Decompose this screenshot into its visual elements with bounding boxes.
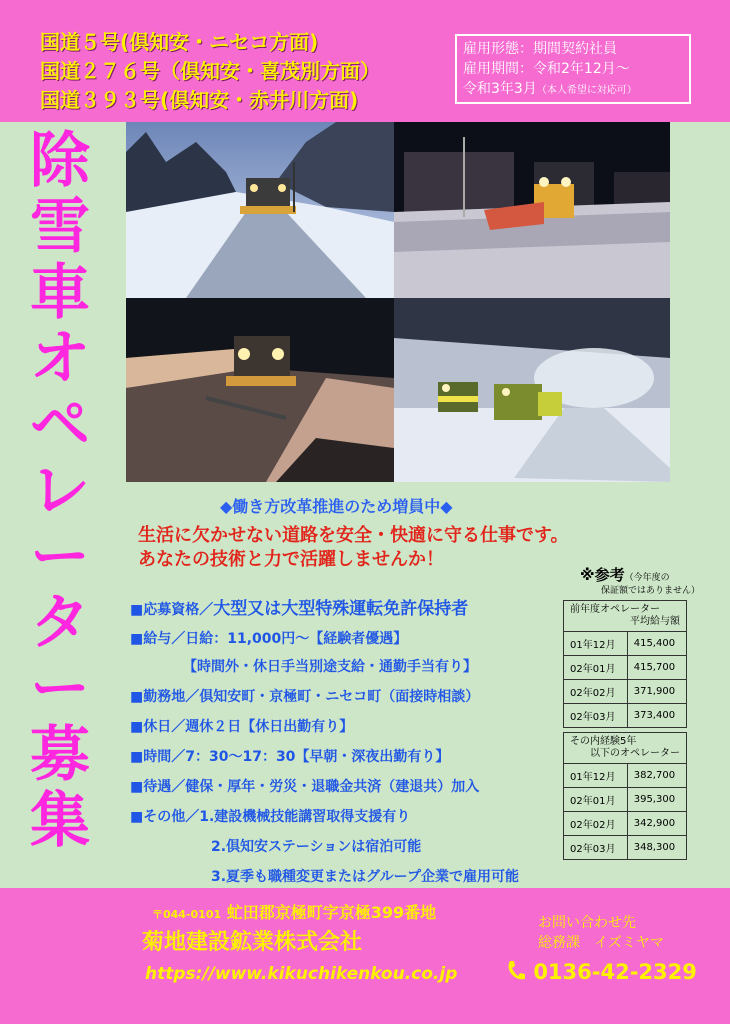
req-location [130,686,479,706]
photo-snowplow-town-night [394,122,670,298]
title-char: 募 [30,720,90,790]
cell-amount: 415,400 [627,632,686,656]
postal-code: 〒044-0101 [152,908,222,921]
phone-text: 0136-42-2329 [533,960,697,984]
req-label: ■時間／ [130,749,186,765]
cell-amount: 342,900 [627,812,686,836]
req-hours [130,746,449,766]
route-list [40,28,380,115]
req-label: ■給与／ [130,631,186,647]
cell-amount: 395,300 [627,788,686,812]
address-text: 虻田郡京極町字京極399番地 [226,903,437,922]
table-row [564,812,687,836]
reference-table-junior [563,732,687,860]
employment-period: 雇用期間：令和2年12月～ [463,61,630,77]
req-other-3 [211,866,519,886]
title-char: 集 [30,786,90,856]
table-header-line: 以下のオペレーター [590,748,680,759]
table-header-line: 平均給与額 [630,616,680,627]
cell-month: 01年12月 [564,764,628,788]
title-char: 除 [30,126,90,196]
req-holidays [130,716,353,736]
contact-person: 総務課 イズミヤマ [538,935,664,951]
req-label: ■休日／ [130,719,186,735]
phone-number[interactable] [506,960,697,984]
req-value: 大型又は大型特殊運転免許保持者 [213,599,469,619]
reference-heading [580,564,670,585]
reference-heading-text: ※参考 [580,566,625,584]
phone-icon [506,960,526,982]
cell-month: 02年03月 [564,836,628,860]
table-row [564,764,687,788]
reference-heading-note: （今年度の [624,573,670,583]
table-row [564,680,687,704]
req-value: 日給：11,000円～【経験者優遇】 [185,631,408,647]
cell-amount: 371,900 [627,680,686,704]
employment-info-box [455,34,691,104]
cell-month: 02年01月 [564,788,628,812]
cell-month: 02年02月 [564,680,628,704]
req-label: ■待遇／ [130,779,186,795]
table-header-line: その内経験5年 [570,736,637,747]
req-other-2 [211,836,421,856]
req-qualification [130,594,468,619]
vertical-title [20,128,100,854]
table-row [564,704,687,728]
employment-period-note: （本人希望に対応可） [536,85,637,96]
photo-snowplow-dusk [126,122,394,298]
table-row [564,788,687,812]
table-row [564,836,687,860]
title-char: ー [30,522,90,592]
title-char: オ [30,324,90,394]
cell-amount: 348,300 [627,836,686,860]
cell-amount: 373,400 [627,704,686,728]
table-header [564,733,687,764]
req-value: 2.倶知安ステーションは宿泊可能 [211,839,422,855]
company-name: 菊地建設鉱業株式会社 [142,930,363,955]
route-3: 国道３９３号(倶知安・赤井川方面) [40,88,359,112]
req-label: ■その他／ [130,809,200,825]
cell-month: 01年12月 [564,632,628,656]
table-header [564,601,687,632]
req-value: 3.夏季も職種変更またはグループ企業で雇用可能 [211,869,519,885]
table-header-line: 前年度オペレーター [570,604,660,615]
contact-info [538,913,664,953]
req-value: 1.建設機械技能講習取得支援有り [199,809,411,825]
table-row [564,632,687,656]
company-address [152,900,436,923]
photo-snowplow-night-road [126,298,394,482]
cell-amount: 415,700 [627,656,686,680]
company-url-link[interactable]: https://www.kikuchikenkou.co.jp [145,964,458,984]
req-value: 週休２日【休日出勤有り】 [185,719,354,735]
title-char: 雪 [30,192,90,262]
cell-month: 02年03月 [564,704,628,728]
cell-month: 02年01月 [564,656,628,680]
route-2: 国道２７６号（倶知安・喜茂別方面） [40,59,380,83]
req-salary [130,628,407,648]
route-1: 国道５号(倶知安・ニセコ方面) [40,30,319,54]
req-other [130,806,410,826]
title-char: 車 [30,258,90,328]
title-char: タ [30,588,90,658]
req-value: 7：30～17：30【早朝・深夜出勤有り】 [185,749,450,765]
employment-type: 雇用形態：期間契約社員 [463,41,617,57]
req-label: ■応募資格／ [130,602,214,618]
contact-label: お問い合わせ先 [538,915,636,931]
reference-table-average [563,600,687,728]
req-value: 倶知安町・京極町・ニセコ町（面接時相談） [199,689,480,705]
cell-month: 02年02月 [564,812,628,836]
photo-rotary-snowblower [394,298,670,482]
req-salary-note [183,656,477,676]
title-char: ー [30,654,90,724]
table-row [564,656,687,680]
lead-headline: ◆働き方改革推進のため増員中◆ [220,497,453,516]
employment-period-end: 令和3年3月 [463,81,537,97]
title-char: レ [30,456,90,526]
lead-line-1: 生活に欠かせない道路を安全・快適に守る仕事です。 [138,525,569,546]
req-label: ■勤務地／ [130,689,200,705]
cell-amount: 382,700 [627,764,686,788]
title-char: ペ [30,390,90,460]
req-benefits [130,776,479,796]
req-value: 【時間外・休日手当別途支給・通勤手当有り】 [183,659,477,675]
reference-note: 保証額ではありません） [601,586,701,596]
req-value: 健保・厚年・労災・退職金共済（建退共）加入 [185,779,480,795]
lead-line-2: あなたの技術と力で活躍しませんか！ [138,549,444,570]
